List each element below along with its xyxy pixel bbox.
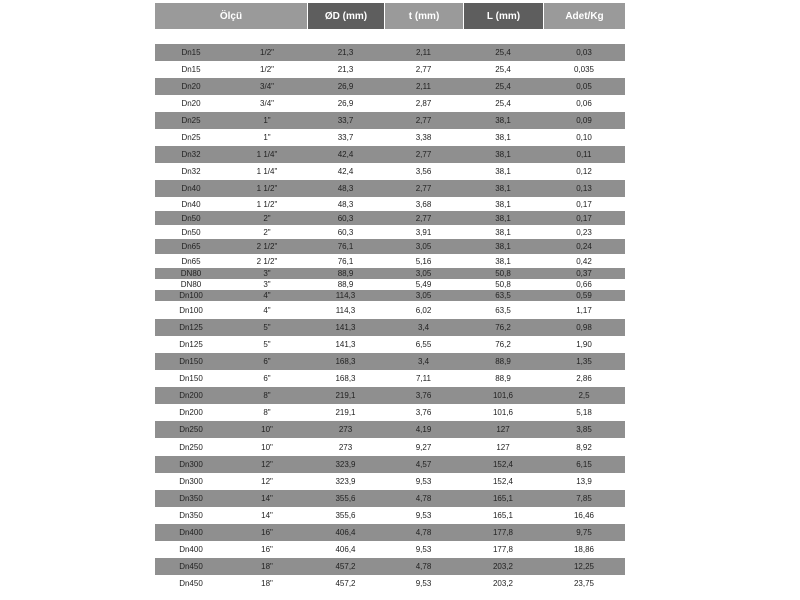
table-row: [155, 541, 625, 558]
cell-size-dn: Dn300: [179, 477, 203, 486]
cell-wall-thickness: 2,77: [415, 213, 432, 223]
cell-outer-diameter: 60,3: [337, 227, 354, 237]
table-row: [155, 438, 625, 456]
cell-size-dn: Dn20: [181, 99, 201, 108]
cell-weight-per-piece: 23,75: [573, 578, 595, 588]
header-weight: Adet/Kg: [543, 3, 625, 29]
cell-weight-per-piece: 5,18: [576, 408, 592, 417]
cell-weight-per-piece: 18,86: [573, 545, 595, 554]
cell-size-inch: 2 1/2": [256, 256, 278, 266]
cell-size-inch: 1 1/4": [256, 150, 278, 159]
cell-weight-per-piece: 0,37: [576, 269, 592, 278]
cell-size-dn: Dn200: [179, 408, 203, 417]
cell-size-inch: 3/4": [260, 99, 274, 108]
cell-outer-diameter: 48,3: [337, 199, 354, 209]
table-row: [155, 211, 625, 225]
cell-outer-diameter: 406,4: [335, 528, 356, 537]
cell-length: 177,8: [492, 545, 514, 554]
table-row: [155, 490, 625, 507]
cell-wall-thickness: 3,91: [415, 227, 432, 237]
table-row: [155, 268, 625, 279]
table-row: [155, 129, 625, 146]
cell-size-dn: Dn65: [181, 256, 201, 266]
cell-length: 38,1: [495, 256, 511, 266]
cell-weight-per-piece: 0,13: [576, 184, 592, 193]
table-row: [155, 507, 625, 524]
cell-weight-per-piece: 1,17: [576, 305, 592, 315]
cell-size-inch: 1/2": [260, 48, 274, 57]
cell-weight-per-piece: 1,35: [576, 357, 592, 366]
cell-wall-thickness: 4,78: [415, 562, 432, 571]
cell-wall-thickness: 6,02: [415, 305, 432, 315]
cell-outer-diameter: 48,3: [337, 184, 354, 193]
cell-wall-thickness: 2,77: [415, 184, 432, 193]
cell-wall-thickness: 4,78: [415, 494, 432, 503]
cell-size-dn: Dn450: [179, 562, 203, 571]
cell-size-inch: 14": [261, 494, 273, 503]
cell-outer-diameter: 168,3: [335, 374, 356, 383]
table-body: [155, 44, 625, 591]
cell-weight-per-piece: 0,24: [576, 242, 592, 251]
cell-weight-per-piece: 13,9: [576, 477, 592, 486]
cell-size-dn: Dn125: [179, 323, 203, 332]
table-row: [155, 575, 625, 591]
header-outer-diameter: ØD (mm): [307, 3, 384, 29]
cell-weight-per-piece: 0,12: [576, 167, 592, 176]
cell-weight-per-piece: 0,035: [573, 65, 595, 74]
cell-length: 127: [496, 425, 510, 434]
cell-wall-thickness: 3,76: [415, 408, 432, 417]
cell-weight-per-piece: 0,09: [576, 116, 592, 125]
cell-size-inch: 2": [263, 227, 271, 237]
cell-wall-thickness: 2,77: [415, 65, 432, 74]
cell-size-dn: Dn400: [179, 528, 203, 537]
cell-wall-thickness: 9,53: [415, 578, 432, 588]
cell-size-dn: Dn32: [181, 150, 201, 159]
table-row: [155, 473, 625, 490]
cell-length: 25,4: [495, 48, 511, 57]
cell-weight-per-piece: 7,85: [576, 494, 592, 503]
cell-size-inch: 3": [263, 269, 271, 278]
cell-wall-thickness: 3,05: [415, 269, 432, 278]
cell-length: 152,4: [492, 460, 514, 469]
cell-size-dn: Dn40: [181, 199, 201, 209]
cell-size-inch: 1 1/2": [256, 199, 278, 209]
cell-size-inch: 12": [261, 460, 273, 469]
cell-size-dn: Dn300: [179, 460, 203, 469]
cell-weight-per-piece: 0,59: [576, 291, 592, 300]
cell-wall-thickness: 3,05: [415, 242, 432, 251]
table-row: [155, 387, 625, 404]
cell-size-inch: 1": [263, 116, 271, 125]
cell-weight-per-piece: 0,10: [576, 133, 592, 142]
cell-size-dn: Dn350: [179, 511, 203, 520]
cell-size-dn: Dn250: [179, 425, 203, 434]
cell-length: 38,1: [495, 167, 511, 176]
cell-wall-thickness: 2,11: [416, 48, 431, 57]
cell-length: 38,1: [495, 213, 511, 223]
cell-outer-diameter: 114,3: [335, 291, 356, 300]
cell-size-dn: Dn200: [179, 391, 203, 400]
cell-wall-thickness: 3,56: [415, 167, 432, 176]
cell-length: 152,4: [492, 477, 514, 486]
cell-length: 38,1: [495, 150, 511, 159]
table-row: [155, 301, 625, 319]
cell-wall-thickness: 4,19: [415, 425, 432, 434]
cell-outer-diameter: 76,1: [337, 256, 354, 266]
cell-size-dn: Dn100: [179, 305, 203, 315]
cell-size-inch: 10": [261, 425, 273, 434]
cell-weight-per-piece: 0,66: [576, 280, 592, 289]
cell-outer-diameter: 114,3: [335, 305, 356, 315]
cell-length: 38,1: [495, 184, 511, 193]
cell-size-dn: Dn25: [181, 133, 201, 142]
cell-weight-per-piece: 2,86: [576, 374, 592, 383]
table-row: [155, 44, 625, 61]
cell-outer-diameter: 457,2: [335, 562, 356, 571]
cell-wall-thickness: 6,55: [415, 340, 432, 349]
cell-size-dn: Dn350: [179, 494, 203, 503]
cell-size-inch: 1 1/4": [256, 167, 278, 176]
cell-outer-diameter: 355,6: [335, 494, 356, 503]
cell-wall-thickness: 5,49: [415, 280, 432, 289]
cell-length: 63,5: [495, 305, 511, 315]
cell-size-dn: DN80: [180, 280, 202, 289]
cell-size-inch: 6": [263, 357, 271, 366]
cell-size-inch: 1/2": [260, 65, 274, 74]
cell-weight-per-piece: 12,25: [573, 562, 595, 571]
cell-wall-thickness: 9,27: [415, 442, 432, 452]
table-row: [155, 180, 625, 197]
cell-outer-diameter: 219,1: [335, 391, 356, 400]
cell-size-dn: Dn25: [181, 116, 201, 125]
table-row: [155, 404, 625, 421]
cell-length: 203,2: [492, 578, 514, 588]
cell-length: 25,4: [495, 82, 511, 91]
header-olcu: Ölçü: [155, 3, 307, 29]
cell-size-dn: Dn50: [181, 213, 201, 223]
cell-weight-per-piece: 0,06: [576, 99, 592, 108]
cell-size-inch: 16": [261, 545, 273, 554]
cell-length: 25,4: [495, 99, 511, 108]
cell-outer-diameter: 33,7: [337, 116, 354, 125]
cell-outer-diameter: 33,7: [337, 133, 354, 142]
cell-weight-per-piece: 1,90: [576, 340, 592, 349]
table-row: [155, 146, 625, 163]
cell-weight-per-piece: 0,98: [576, 323, 592, 332]
cell-outer-diameter: 457,2: [335, 578, 356, 588]
cell-length: 76,2: [495, 323, 511, 332]
cell-size-dn: Dn100: [179, 291, 203, 300]
cell-length: 38,1: [495, 116, 511, 125]
cell-length: 76,2: [495, 340, 511, 349]
cell-size-inch: 3/4": [260, 82, 274, 91]
cell-wall-thickness: 5,16: [415, 256, 432, 266]
cell-outer-diameter: 88,9: [337, 269, 354, 278]
cell-size-inch: 12": [261, 477, 273, 486]
cell-size-inch: 2 1/2": [256, 242, 278, 251]
cell-outer-diameter: 273: [338, 425, 353, 434]
cell-size-inch: 3": [263, 280, 271, 289]
table-header: [155, 3, 625, 29]
cell-outer-diameter: 60,3: [337, 213, 354, 223]
table-row: [155, 558, 625, 575]
cell-size-dn: Dn15: [181, 65, 201, 74]
cell-wall-thickness: 3,76: [415, 391, 432, 400]
cell-wall-thickness: 3,4: [417, 357, 430, 366]
cell-size-dn: Dn40: [181, 184, 201, 193]
cell-wall-thickness: 4,57: [415, 460, 432, 469]
cell-weight-per-piece: 0,17: [576, 199, 592, 209]
cell-outer-diameter: 76,1: [337, 242, 354, 251]
cell-size-inch: 5": [263, 340, 271, 349]
cell-size-dn: Dn250: [179, 442, 203, 452]
cell-length: 165,1: [492, 494, 514, 503]
cell-length: 177,8: [492, 528, 514, 537]
cell-length: 63,5: [495, 291, 511, 300]
cell-outer-diameter: 141,3: [335, 340, 356, 349]
cell-outer-diameter: 168,3: [335, 357, 356, 366]
cell-weight-per-piece: 0,42: [576, 256, 592, 266]
table-row: [155, 336, 625, 353]
cell-wall-thickness: 7,11: [416, 374, 431, 383]
cell-weight-per-piece: 9,75: [576, 528, 592, 537]
cell-length: 127: [496, 442, 510, 452]
cell-length: 25,4: [495, 65, 511, 74]
cell-outer-diameter: 21,3: [337, 48, 354, 57]
cell-outer-diameter: 323,9: [335, 460, 356, 469]
cell-size-dn: Dn20: [181, 82, 201, 91]
header-length: L (mm): [463, 3, 543, 29]
cell-size-dn: Dn125: [179, 340, 203, 349]
table-row: [155, 163, 625, 180]
cell-weight-per-piece: 0,11: [576, 150, 592, 159]
cell-size-dn: Dn50: [181, 227, 201, 237]
cell-size-inch: 16": [261, 528, 273, 537]
cell-length: 165,1: [492, 511, 514, 520]
cell-size-dn: DN80: [180, 269, 202, 278]
table-row: [155, 353, 625, 370]
cell-weight-per-piece: 0,23: [576, 227, 592, 237]
cell-weight-per-piece: 6,15: [576, 460, 592, 469]
table-row: [155, 254, 625, 268]
cell-weight-per-piece: 0,17: [576, 213, 592, 223]
table-row: [155, 524, 625, 541]
cell-weight-per-piece: 16,46: [573, 511, 595, 520]
cell-wall-thickness: 2,87: [415, 99, 432, 108]
cell-weight-per-piece: 3,85: [576, 425, 592, 434]
cell-wall-thickness: 3,4: [417, 323, 430, 332]
table-row: [155, 421, 625, 438]
cell-wall-thickness: 9,53: [415, 545, 432, 554]
cell-length: 101,6: [492, 408, 514, 417]
cell-size-dn: Dn15: [181, 48, 201, 57]
cell-outer-diameter: 273: [338, 442, 353, 452]
cell-size-inch: 10": [261, 442, 273, 452]
cell-length: 88,9: [495, 357, 511, 366]
cell-length: 203,2: [492, 562, 514, 571]
table-row: [155, 239, 625, 254]
cell-outer-diameter: 21,3: [337, 65, 354, 74]
table-row: [155, 319, 625, 336]
table-row: [155, 279, 625, 290]
cell-weight-per-piece: 0,03: [576, 48, 592, 57]
cell-length: 38,1: [495, 199, 511, 209]
cell-wall-thickness: 4,78: [415, 528, 432, 537]
cell-length: 38,1: [495, 133, 511, 142]
cell-wall-thickness: 2,77: [415, 116, 432, 125]
cell-length: 38,1: [495, 242, 511, 251]
table-row: [155, 370, 625, 387]
cell-outer-diameter: 26,9: [337, 99, 354, 108]
cell-length: 88,9: [495, 374, 511, 383]
cell-size-dn: Dn65: [181, 242, 201, 251]
header-spacer: [155, 29, 625, 44]
cell-wall-thickness: 3,38: [415, 133, 432, 142]
cell-outer-diameter: 42,4: [337, 167, 354, 176]
cell-wall-thickness: 2,11: [416, 82, 431, 91]
cell-size-dn: Dn32: [181, 167, 201, 176]
table-row: [155, 61, 625, 78]
cell-wall-thickness: 9,53: [415, 477, 432, 486]
cell-size-dn: Dn450: [179, 578, 203, 588]
cell-wall-thickness: 3,68: [415, 199, 432, 209]
cell-size-inch: 8": [263, 391, 271, 400]
cell-weight-per-piece: 2,5: [578, 391, 590, 400]
pipe-dimension-table: [155, 3, 625, 591]
cell-wall-thickness: 9,53: [415, 511, 432, 520]
cell-size-dn: Dn150: [179, 374, 203, 383]
cell-outer-diameter: 26,9: [337, 82, 354, 91]
cell-length: 50,8: [495, 269, 511, 278]
cell-size-dn: Dn150: [179, 357, 203, 366]
cell-outer-diameter: 219,1: [335, 408, 356, 417]
cell-size-inch: 1": [263, 133, 271, 142]
cell-size-inch: 4": [263, 305, 271, 315]
cell-length: 50,8: [495, 280, 511, 289]
cell-size-inch: 5": [263, 323, 271, 332]
cell-size-inch: 6": [263, 374, 271, 383]
cell-size-inch: 18": [261, 562, 273, 571]
cell-length: 101,6: [492, 391, 514, 400]
cell-weight-per-piece: 8,92: [576, 442, 592, 452]
table-row: [155, 112, 625, 129]
cell-size-inch: 8": [263, 408, 271, 417]
table-row: [155, 197, 625, 211]
cell-size-inch: 4": [263, 291, 271, 300]
cell-weight-per-piece: 0,05: [576, 82, 592, 91]
cell-wall-thickness: 2,77: [415, 150, 432, 159]
cell-outer-diameter: 141,3: [335, 323, 356, 332]
cell-size-inch: 14": [261, 511, 273, 520]
table-row: [155, 290, 625, 301]
cell-size-inch: 1 1/2": [256, 184, 278, 193]
table-row: [155, 78, 625, 95]
cell-wall-thickness: 3,05: [415, 291, 432, 300]
cell-length: 38,1: [495, 227, 511, 237]
cell-size-dn: Dn400: [179, 545, 203, 554]
cell-outer-diameter: 323,9: [335, 477, 356, 486]
cell-outer-diameter: 355,6: [335, 511, 356, 520]
cell-outer-diameter: 406,4: [335, 545, 356, 554]
table-row: [155, 95, 625, 112]
table-row: [155, 456, 625, 473]
table-row: [155, 225, 625, 239]
cell-outer-diameter: 42,4: [337, 150, 354, 159]
cell-outer-diameter: 88,9: [337, 280, 354, 289]
cell-size-inch: 2": [263, 213, 271, 223]
header-wall-thickness: t (mm): [384, 3, 463, 29]
cell-size-inch: 18": [261, 578, 273, 588]
